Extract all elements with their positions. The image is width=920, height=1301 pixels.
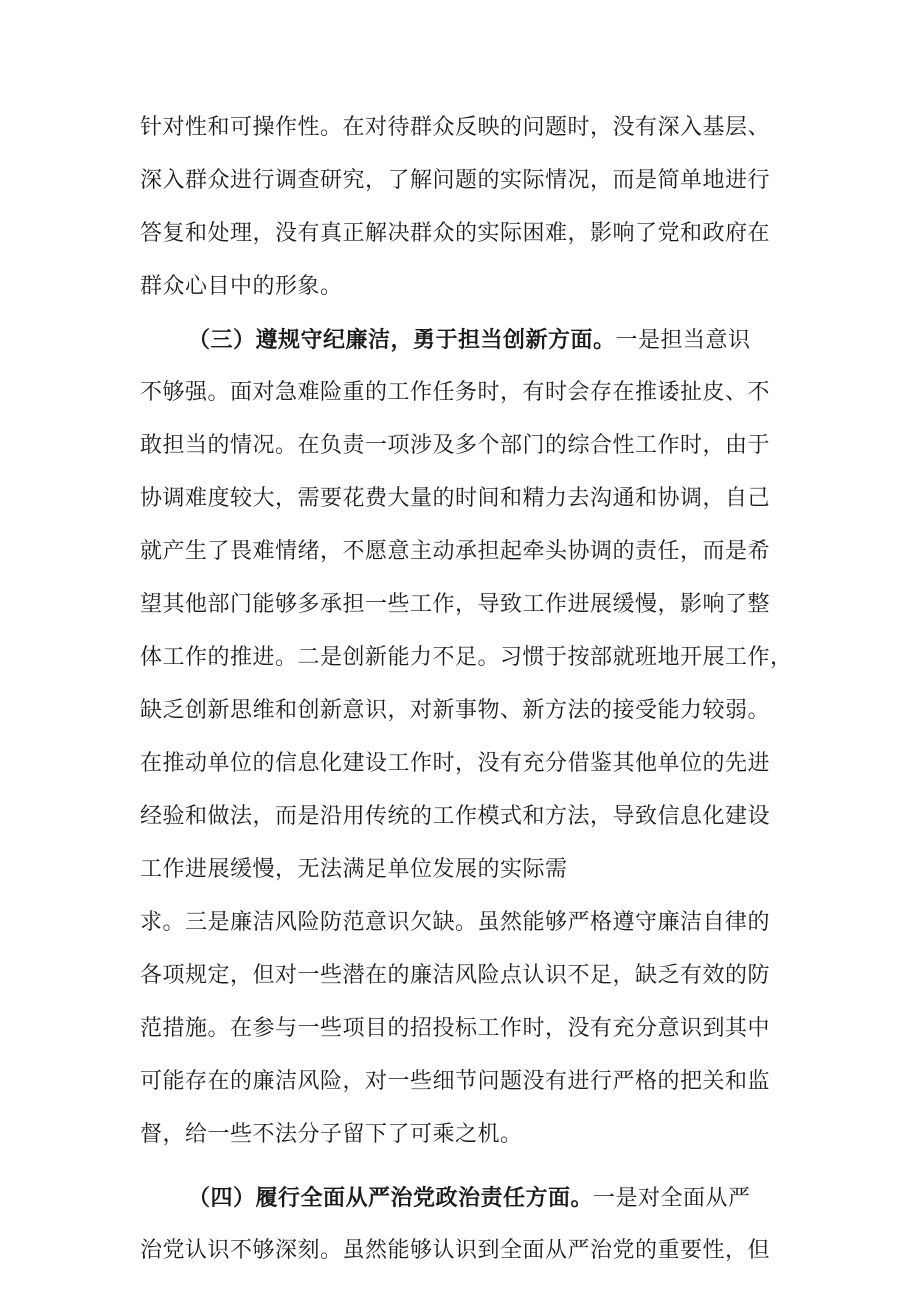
paragraph-line: 范措施。在参与一些项目的招投标工作时，没有充分意识到其中 xyxy=(140,1016,771,1041)
paragraph-line: 协调难度较大，需要花费大量的时间和精力去沟通和协调，自己 xyxy=(140,486,771,511)
section-3-heading: （三）遵规守纪廉洁，勇于担当创新方面。 xyxy=(188,327,616,353)
section-3-text: 一是担当意识 xyxy=(615,328,751,353)
paragraph-line: 督，给一些不法分子留下了可乘之机。 xyxy=(140,1122,523,1147)
paragraph-line: 针对性和可操作性。在对待群众反映的问题时，没有深入基层、 xyxy=(140,115,771,140)
paragraph-line: 工作进展缓慢，无法满足单位发展的实际需 xyxy=(140,857,568,882)
paragraph-line: 求。三是廉洁风险防范意识欠缺。虽然能够严格遵守廉洁自律的 xyxy=(140,910,771,935)
paragraph-line: 体工作的推进。二是创新能力不足。习惯于按部就班地开展工作， xyxy=(140,645,793,670)
paragraph-line: 各项规定，但对一些潜在的廉洁风险点认识不足，缺乏有效的防 xyxy=(140,963,771,988)
paragraph-line: 经验和做法，而是沿用传统的工作模式和方法，导致信息化建设 xyxy=(140,804,771,829)
paragraph-line: 答复和处理，没有真正解决群众的实际困难，影响了党和政府在 xyxy=(140,221,771,246)
paragraph-line: 不够强。面对急难险重的工作任务时，有时会存在推诿扯皮、不 xyxy=(140,380,771,405)
section-4-first-line xyxy=(188,1183,828,1214)
paragraph-line: 缺乏创新思维和创新意识，对新事物、新方法的接受能力较弱。 xyxy=(140,698,771,723)
paragraph-line: 就产生了畏难情绪，不愿意主动承担起牵头协调的责任，而是希 xyxy=(140,539,771,564)
paragraph-line: 深入群众进行调查研究，了解问题的实际情况，而是简单地进行 xyxy=(140,168,771,193)
section-4-heading: （四）履行全面从严治党政治责任方面。 xyxy=(188,1185,594,1211)
section-3-first-line xyxy=(188,325,828,356)
section-4-text: 一是对全面从严 xyxy=(593,1186,751,1211)
paragraph-line: 敢担当的情况。在负责一项涉及多个部门的综合性工作时，由于 xyxy=(140,433,771,458)
paragraph-line: 可能存在的廉洁风险，对一些细节问题没有进行严格的把关和监 xyxy=(140,1069,771,1094)
paragraph-line: 望其他部门能够多承担一些工作，导致工作进展缓慢，影响了整 xyxy=(140,592,771,617)
paragraph-line: 群众心目中的形象。 xyxy=(140,274,343,299)
paragraph-line: 治党认识不够深刻。虽然能够认识到全面从严治党的重要性，但 xyxy=(140,1238,771,1263)
paragraph-line: 在推动单位的信息化建设工作时，没有充分借鉴其他单位的先进 xyxy=(140,751,771,776)
